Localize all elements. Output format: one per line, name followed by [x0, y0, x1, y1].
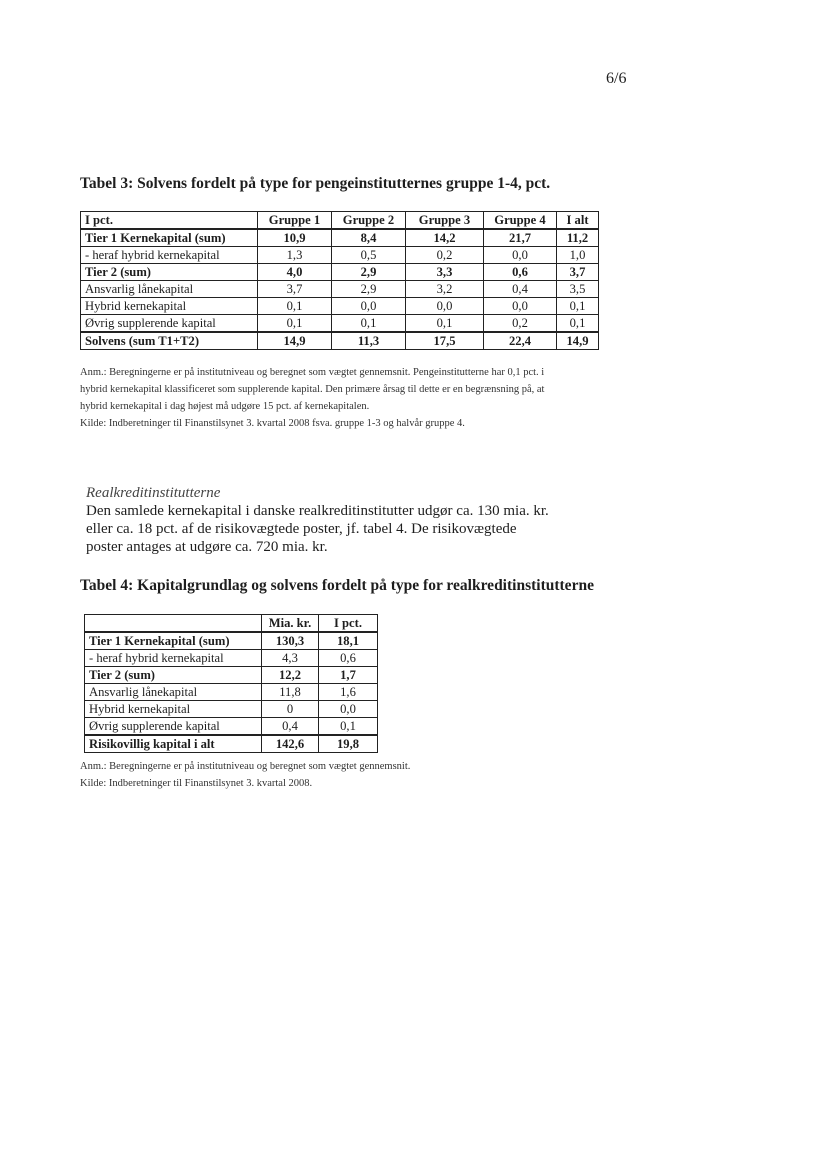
table-cell: 0,1 [258, 298, 332, 315]
table-cell: 1,0 [557, 247, 599, 264]
table-cell: 0,5 [332, 247, 406, 264]
table-cell: 3,3 [406, 264, 484, 281]
table-row [81, 281, 599, 298]
table-cell: 130,3 [262, 632, 319, 650]
table3-header-cell: Gruppe 2 [332, 212, 406, 230]
table-cell: Tier 2 (sum) [85, 667, 262, 684]
table-cell: 142,6 [262, 735, 319, 753]
table-cell: 17,5 [406, 332, 484, 350]
table-cell: 0,1 [557, 298, 599, 315]
table-cell: Ansvarlig lånekapital [81, 281, 258, 298]
table4-notes [80, 758, 550, 792]
table-cell: 8,4 [332, 229, 406, 247]
table-cell: 3,7 [258, 281, 332, 298]
table3-title: Tabel 3: Solvens fordelt på type for pengeinstitutternes gruppe 1-4, pct. [80, 175, 551, 192]
table3-header-cell: I alt [557, 212, 599, 230]
table4-note: Anm.: Beregningerne er på institutniveau og beregnet som vægtet gennemsnit. [80, 761, 411, 772]
table-cell: 0,0 [332, 298, 406, 315]
table-cell: 22,4 [484, 332, 557, 350]
table-cell: 19,8 [319, 735, 378, 753]
table-cell: 0,6 [319, 650, 378, 667]
table-cell: Øvrig supplerende kapital [85, 718, 262, 736]
table-row [85, 650, 378, 667]
table-row [85, 718, 378, 736]
table4-header-row [85, 615, 378, 633]
table-cell: 3,7 [557, 264, 599, 281]
table3 [80, 211, 599, 350]
table-cell: 14,2 [406, 229, 484, 247]
table3-header-cell: Gruppe 4 [484, 212, 557, 230]
table-cell: 2,9 [332, 264, 406, 281]
table3-notes [80, 364, 550, 432]
table-cell: 0,4 [484, 281, 557, 298]
table-cell: 0,2 [406, 247, 484, 264]
table-cell: 12,2 [262, 667, 319, 684]
table-cell: 4,3 [262, 650, 319, 667]
table-cell: Hybrid kernekapital [81, 298, 258, 315]
table-cell: 11,3 [332, 332, 406, 350]
table-row [81, 264, 599, 281]
table-cell: 14,9 [557, 332, 599, 350]
table-cell: Tier 2 (sum) [81, 264, 258, 281]
table-cell: Tier 1 Kernekapital (sum) [81, 229, 258, 247]
table-cell: - heraf hybrid kernekapital [85, 650, 262, 667]
table-cell: 14,9 [258, 332, 332, 350]
table-cell: 0,2 [484, 315, 557, 333]
table4-header-cell: Mia. kr. [262, 615, 319, 633]
table-cell: 2,9 [332, 281, 406, 298]
table-cell: 11,2 [557, 229, 599, 247]
page-number: 6/6 [606, 70, 627, 87]
table3-header-cell: Gruppe 3 [406, 212, 484, 230]
table-cell: Ansvarlig lånekapital [85, 684, 262, 701]
table-cell: 3,2 [406, 281, 484, 298]
table-cell: 1,7 [319, 667, 378, 684]
table-cell: Øvrig supplerende kapital [81, 315, 258, 333]
section-heading: Realkreditinstitutterne [86, 485, 221, 501]
table-cell: Tier 1 Kernekapital (sum) [85, 632, 262, 650]
table-cell: 0,1 [557, 315, 599, 333]
table3-source: Kilde: Indberetninger til Finanstilsynet 3. kvartal 2008 fsva. gruppe 1-3 og halvår gruppe 4. [80, 418, 465, 429]
table-cell: 10,9 [258, 229, 332, 247]
table-cell: 0,6 [484, 264, 557, 281]
table-cell: 0,1 [258, 315, 332, 333]
section-body: Den samlede kernekapital i danske realkreditinstitutter udgør ca. 130 mia. kr. eller ca. 18 pct. af de risikovægtede poster, jf. tabel 4. De risikovægtede poster antages at udgøre ca. 720 mia. kr. [86, 503, 549, 555]
table-cell: Hybrid kernekapital [85, 701, 262, 718]
table-row [81, 298, 599, 315]
table3-header-cell: I pct. [81, 212, 258, 230]
table-cell: 4,0 [258, 264, 332, 281]
table3-note: Anm.: Beregningerne er på institutniveau og beregnet som vægtet gennemsnit. Pengeinstitutterne har 0,1 pct. i hybrid kernekapital klassificeret som supplerende kapital. Den primære årsag til dette er en begrænsning på, at hybrid kernekapital i dag højest må udgøre 15 pct. af kernekapitalen. [80, 367, 545, 412]
table3-header-cell: Gruppe 1 [258, 212, 332, 230]
table-row [81, 247, 599, 264]
table-cell: 0,0 [484, 298, 557, 315]
table-cell: 0 [262, 701, 319, 718]
table4-header-cell: I pct. [319, 615, 378, 633]
table4 [84, 614, 378, 753]
table-cell: 0,0 [484, 247, 557, 264]
table-row [81, 332, 599, 350]
table-cell: 0,1 [406, 315, 484, 333]
table-cell: 18,1 [319, 632, 378, 650]
table-row [81, 229, 599, 247]
table-row [85, 667, 378, 684]
table-cell: Solvens (sum T1+T2) [81, 332, 258, 350]
table-row [81, 315, 599, 333]
table-row [85, 735, 378, 753]
table4-title: Tabel 4: Kapitalgrundlag og solvens fordelt på type for realkreditinstitutterne [80, 577, 594, 594]
table3-header-row [81, 212, 599, 230]
table-cell: 1,6 [319, 684, 378, 701]
table4-source: Kilde: Indberetninger til Finanstilsynet 3. kvartal 2008. [80, 778, 313, 789]
table-row [85, 632, 378, 650]
table-cell: 21,7 [484, 229, 557, 247]
table-cell: 0,4 [262, 718, 319, 736]
table-cell: - heraf hybrid kernekapital [81, 247, 258, 264]
table4-header-cell [85, 615, 262, 633]
table-cell: 1,3 [258, 247, 332, 264]
table-cell: 0,0 [406, 298, 484, 315]
table-row [85, 684, 378, 701]
table-cell: Risikovillig kapital i alt [85, 735, 262, 753]
table-cell: 3,5 [557, 281, 599, 298]
table-cell: 0,1 [332, 315, 406, 333]
table-cell: 0,0 [319, 701, 378, 718]
table-cell: 11,8 [262, 684, 319, 701]
table-row [85, 701, 378, 718]
table-cell: 0,1 [319, 718, 378, 736]
